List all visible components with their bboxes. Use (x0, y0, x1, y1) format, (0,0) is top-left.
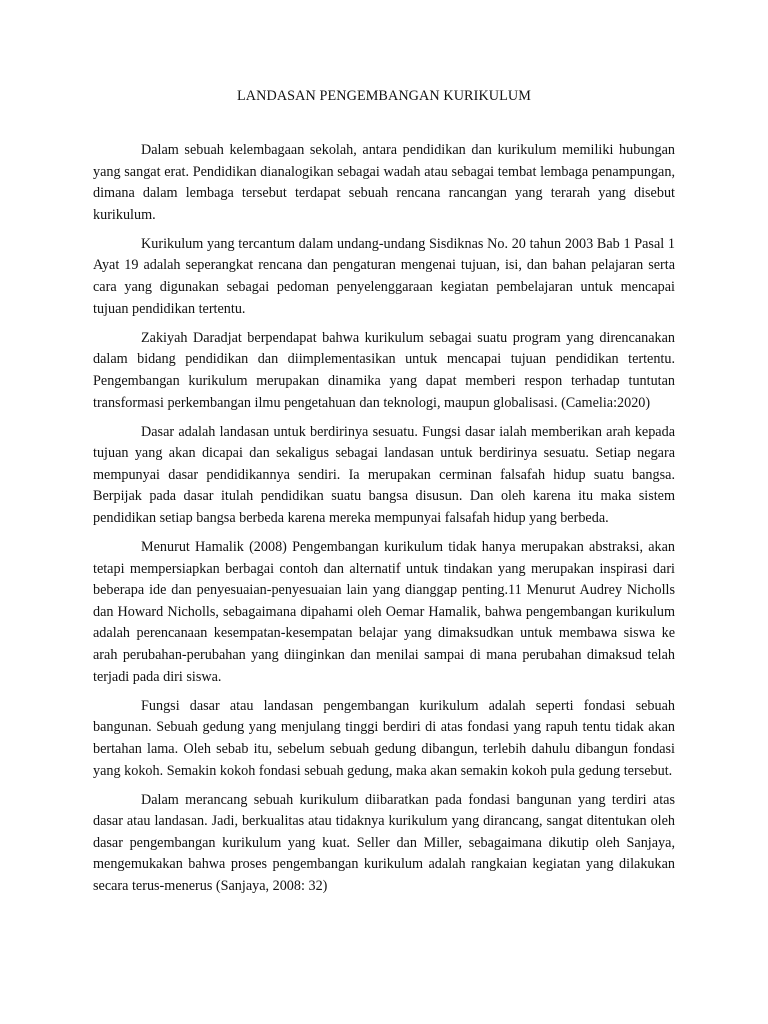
paragraph-3: Zakiyah Daradjat berpendapat bahwa kurikulum sebagai suatu program yang direncanakan dalam bidang pendidikan dan diimplementasikan untuk mencapai tujuan pendidikan tertentu. Pengembangan kurikulum merupakan dinamika yang dapat memberi respon terhadap tuntutan transformasi perkembangan ilmu pengetahuan dan teknologi, maupun globalisasi. (Camelia:2020) (93, 329, 675, 411)
paragraph-7: Dalam merancang sebuah kurikulum diibaratkan pada fondasi bangunan yang terdiri atas dasar atau landasan. Jadi, berkualitas atau tidaknya kurikulum yang dirancang, sangat ditentukan oleh dasar pengembangan kurikulum yang kuat. Seller dan Miller, sebagaimana dikutip oleh Sanjaya, mengemukakan bahwa proses pengembangan kurikulum adalah rangkaian kegiatan yang dilakukan secara terus-menerus (Sanjaya, 2008: 32) (93, 791, 675, 894)
paragraph-5: Menurut Hamalik (2008) Pengembangan kurikulum tidak hanya merupakan abstraksi, akan tetapi mempersiapkan berbagai contoh dan alternatif untuk tindakan yang merupakan inspirasi dari beberapa ide dan penyesuaian-penyesuaian lain yang dianggap penting.11 Menurut Audrey Nicholls dan Howard Nicholls, sebagaimana dipahami oleh Oemar Hamalik, bahwa pengembangan kurikulum adalah perencanaan kesempatan-kesempatan belajar yang dimaksudkan untuk membawa siswa ke arah perubahan-perubahan yang diinginkan dan menilai sampai di mana perubahan dimaksud telah terjadi pada diri siswa. (93, 539, 675, 685)
paragraph-6: Fungsi dasar atau landasan pengembangan kurikulum adalah seperti fondasi sebuah bangunan. Sebuah gedung yang menjulang tinggi berdiri di atas fondasi yang rapuh tentu tidak akan bertahan lama. Oleh sebab itu, sebelum sebuah gedung dibangun, terlebih dahulu dibangun fondasi yang kokoh. Semakin kokoh fondasi sebuah gedung, maka akan semakin kokoh pula gedung tersebut. (93, 697, 675, 779)
paragraph-4: Dasar adalah landasan untuk berdirinya sesuatu. Fungsi dasar ialah memberikan arah kepada tujuan yang akan dicapai dan sekaligus sebagai landasan untuk berdirinya sesuatu. Setiap negara mempunyai dasar pendidikannya sendiri. Ia merupakan cerminan falsafah hidup suatu bangsa. Berpijak pada dasar itulah pendidikan suatu bangsa disusun. Dan oleh karena itu maka sistem pendidikan setiap bangsa berbeda karena mereka mempunyai falsafah hidup yang berbeda. (93, 423, 675, 526)
paragraph-1: Dalam sebuah kelembagaan sekolah, antara pendidikan dan kurikulum memiliki hubungan yang sangat erat. Pendidikan dianalogikan sebagai wadah atau sebagai tembat lembaga penampungan, dimana dalam lembaga tersebut terdapat sebuah rencana rancangan yang terarah yang disebut kurikulum. (93, 142, 675, 223)
paragraph-2: Kurikulum yang tercantum dalam undang-undang Sisdiknas No. 20 tahun 2003 Bab 1 Pasal 1 Ayat 19 adalah seperangkat rencana dan pengaturan mengenai tujuan, isi, dan bahan pelajaran serta cara yang digunakan sebagai pedoman penyelenggaraan kegiatan pembelajaran untuk mencapai tujuan pendidikan tertentu. (93, 235, 675, 317)
document-body (93, 86, 675, 905)
document-title: LANDASAN PENGEMBANGAN KURIKULUM (237, 88, 531, 104)
